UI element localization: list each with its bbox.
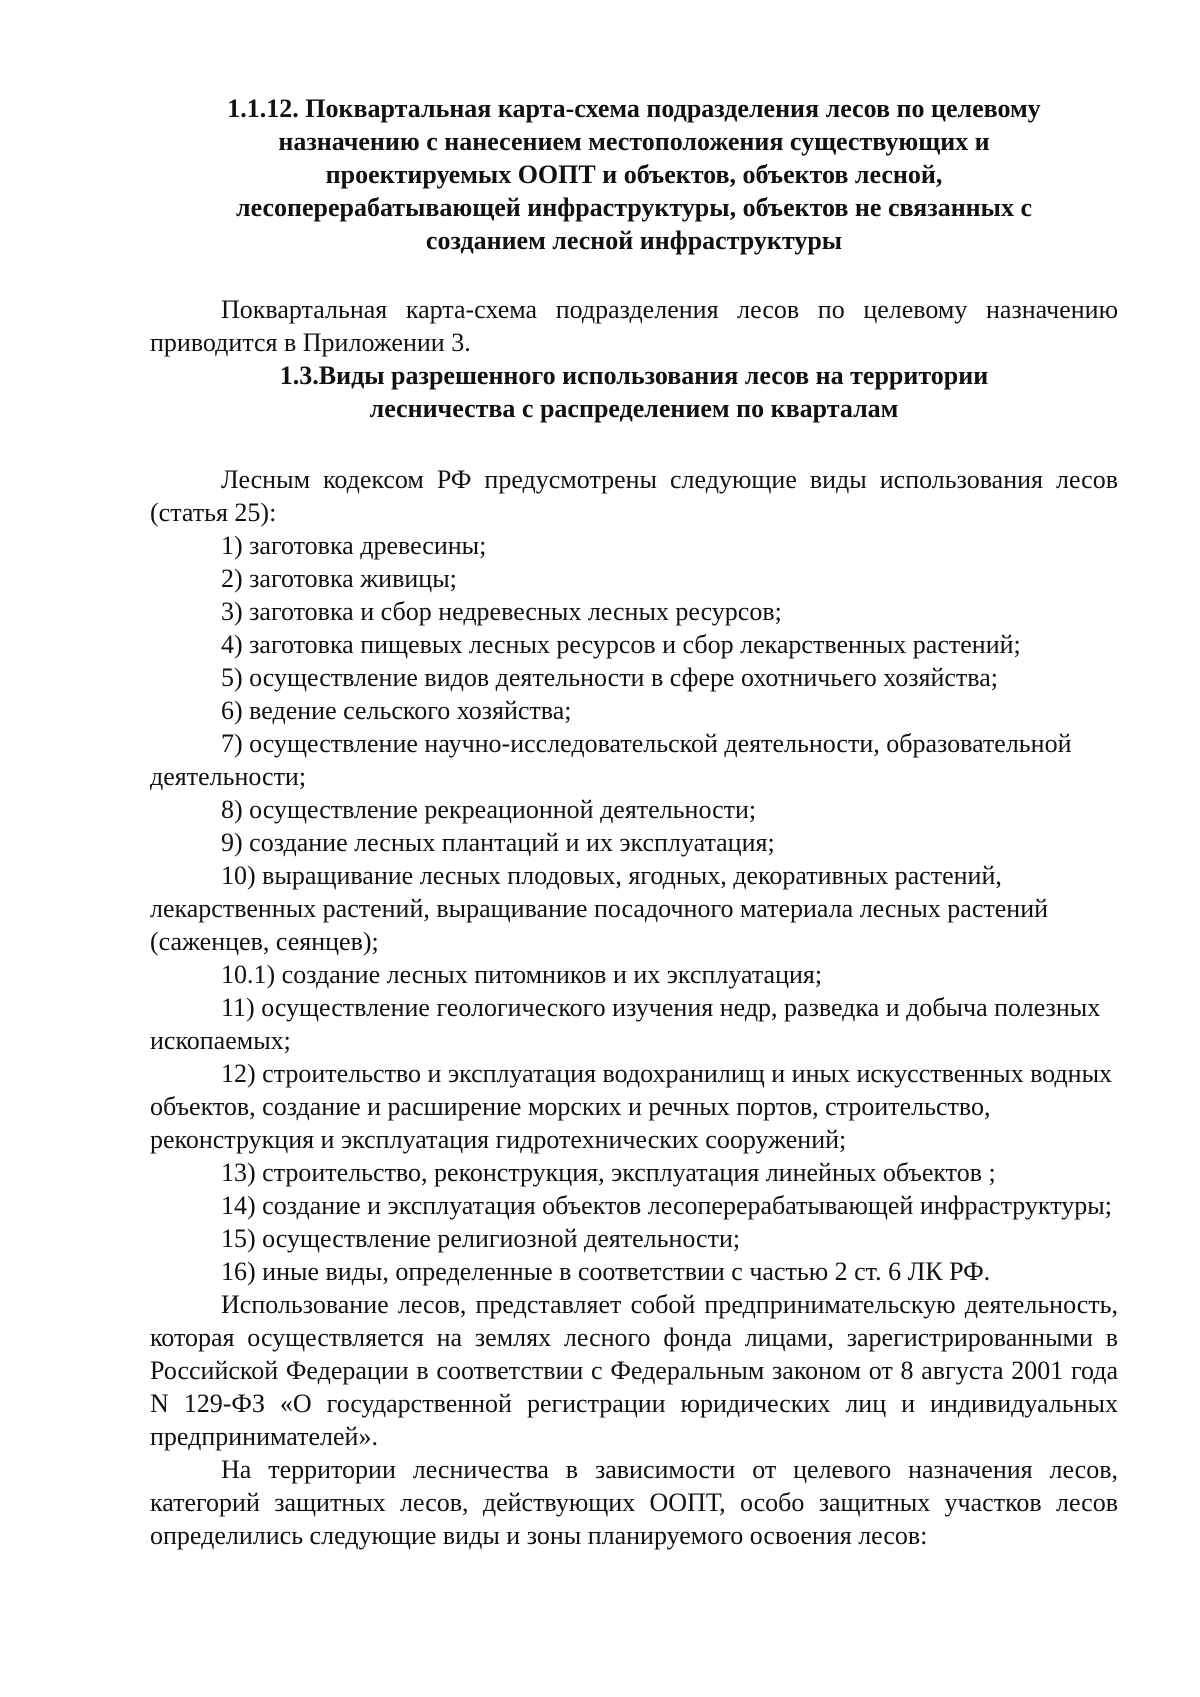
list-item: 2) заготовка живицы; xyxy=(221,564,457,593)
territory-paragraph: На территории лесничества в зависимости от целевого назначения лесов, категорий защитных лесов, действующих ООПТ, особо защитных участков лесов определились следующие виды и зоны планируемого освоения лесов: xyxy=(150,1455,1118,1550)
list-item: 5) осуществление видов деятельности в сфере охотничьего хозяйства; xyxy=(221,663,998,692)
business-paragraph: Использование лесов, представляет собой предпринимательскую деятельность, которая осуществляется на землях лесного фонда лицами, зарегистрированными в Российской Федерации в соответствии с Федеральным законом от 8 августа 2001 года N 129-ФЗ «О государственной регистрации юридических лиц и индивидуальных предпринимателей». xyxy=(150,1290,1118,1451)
list-item: 1) заготовка древесины; xyxy=(221,531,487,560)
section-heading-line: проектируемых ООПТ и объектов, объектов лесной, xyxy=(325,160,943,189)
law-paragraph: Лесным кодексом РФ предусмотрены следующие виды использования лесов (статья 25): xyxy=(150,465,1118,527)
list-item: 14) создание и эксплуатация объектов лесоперерабатывающей инфраструктуры; xyxy=(221,1191,1112,1220)
list-item: 4) заготовка пищевых лесных ресурсов и сбор лекарственных растений; xyxy=(221,630,1021,659)
section-heading xyxy=(150,92,1118,257)
list-item: 16) иные виды, определенные в соответствии с частью 2 ст. 6 ЛК РФ. xyxy=(221,1257,991,1286)
subsection-heading xyxy=(150,359,1118,425)
list-item: 6) ведение сельского хозяйства; xyxy=(221,696,572,725)
subsection-heading-line: лесничества с распределением по кварталам xyxy=(369,394,899,423)
list-item: 8) осуществление рекреационной деятельности; xyxy=(221,795,757,824)
section-heading-line: созданием лесной инфраструктуры xyxy=(425,226,843,255)
uses-list xyxy=(150,529,1118,1288)
list-item: 3) заготовка и сбор недревесных лесных ресурсов; xyxy=(221,597,782,626)
document-page xyxy=(150,92,1118,1552)
list-item: 12) строительство и эксплуатация водохранилищ и иных искусственных водных объектов, создание и расширение морских и речных портов, строительство, реконструкция и эксплуатация гидротехнических сооружений; xyxy=(150,1059,1113,1154)
section-heading-line: назначению с нанесением местоположения существующих и xyxy=(278,127,990,156)
intro-paragraph: Поквартальная карта-схема подразделения лесов по целевому назначению приводится в Приложении 3. xyxy=(150,295,1118,357)
subsection-heading-line: 1.3.Виды разрешенного использования лесов на территории xyxy=(279,361,989,390)
section-heading-line: лесоперерабатывающей инфраструктуры, объектов не связанных с xyxy=(236,193,1032,222)
list-item: 15) осуществление религиозной деятельности; xyxy=(221,1224,741,1253)
list-item: 11) осуществление геологического изучения недр, разведка и добыча полезных ископаемых; xyxy=(150,993,1101,1055)
list-item: 10.1) создание лесных питомников и их эксплуатация; xyxy=(221,960,823,989)
list-item: 7) осуществление научно-исследовательской деятельности, образовательной деятельности; xyxy=(150,729,1072,791)
list-item: 10) выращивание лесных плодовых, ягодных, декоративных растений, лекарственных растений, выращивание посадочного материала лесных растений (саженцев, сеянцев); xyxy=(150,861,1049,956)
section-heading-line: 1.1.12. Поквартальная карта-схема подразделения лесов по целевому xyxy=(227,94,1041,123)
list-item: 13) строительство, реконструкция, эксплуатация линейных объектов ; xyxy=(221,1158,996,1187)
list-item: 9) создание лесных плантаций и их эксплуатация; xyxy=(221,828,775,857)
